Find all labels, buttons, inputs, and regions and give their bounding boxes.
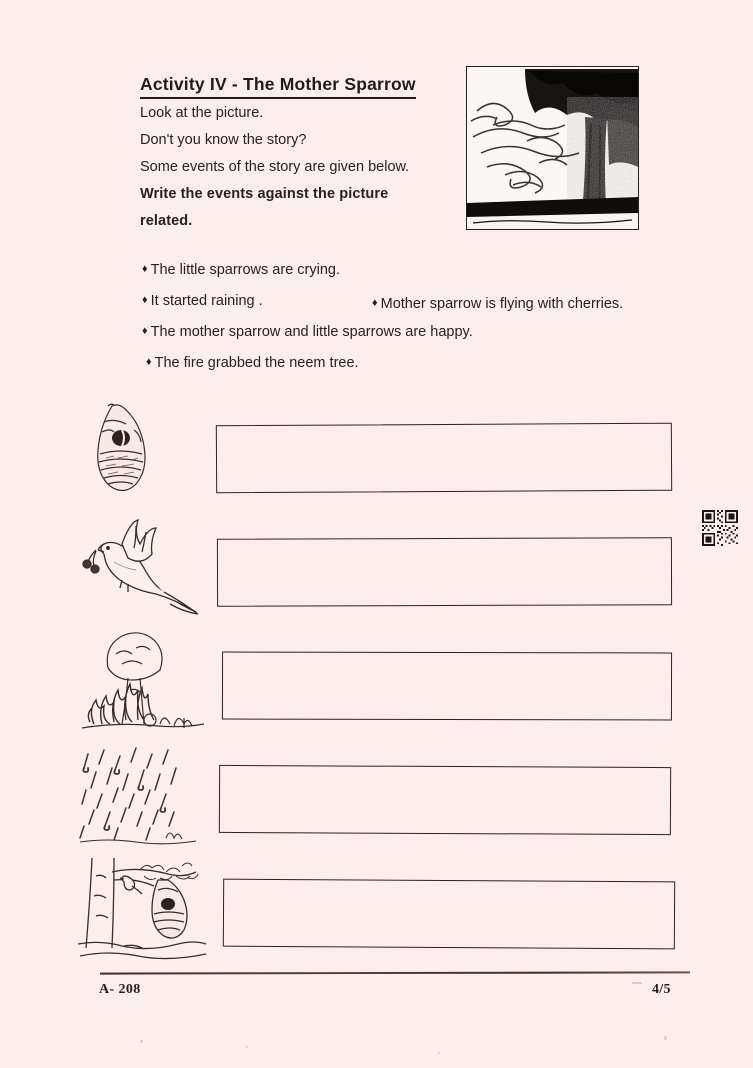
answer-box[interactable] bbox=[222, 652, 672, 721]
scan-speck bbox=[438, 1052, 440, 1054]
events-row bbox=[140, 355, 700, 386]
answer-row bbox=[0, 742, 753, 856]
answer-row bbox=[0, 514, 753, 628]
flying-sparrow-with-cherries-icon bbox=[78, 514, 208, 624]
event-item bbox=[142, 262, 340, 278]
nest-with-chicks-icon bbox=[78, 400, 208, 510]
scan-speck bbox=[246, 1046, 248, 1048]
bullet-icon: ♦ bbox=[142, 294, 148, 306]
event-item bbox=[142, 324, 473, 340]
instruction-line: Don't you know the story? bbox=[140, 132, 307, 148]
events-row bbox=[140, 293, 700, 324]
bullet-icon: ♦ bbox=[146, 356, 152, 368]
instruction-line: Write the events against the picture bbox=[140, 186, 389, 202]
events-row bbox=[140, 324, 700, 355]
page-title: Activity IV - The Mother Sparrow bbox=[140, 74, 416, 99]
scan-speck bbox=[664, 1036, 667, 1040]
events-row bbox=[140, 262, 700, 293]
event-label: The fire grabbed the neem tree. bbox=[154, 355, 359, 371]
event-label: It started raining . bbox=[150, 293, 263, 309]
events-list bbox=[140, 262, 700, 386]
tree-with-nest-icon bbox=[78, 856, 208, 966]
event-label: The mother sparrow and little sparrows are happy. bbox=[150, 324, 473, 340]
answer-row bbox=[0, 856, 753, 970]
event-item bbox=[146, 355, 359, 371]
event-item bbox=[142, 293, 263, 309]
bullet-icon: ♦ bbox=[372, 297, 378, 309]
instruction-line: Some events of the story are given below. bbox=[140, 159, 410, 175]
answer-box[interactable] bbox=[217, 537, 672, 606]
instructions-block bbox=[140, 100, 460, 235]
event-label: The little sparrows are crying. bbox=[150, 262, 340, 278]
footer-code: A- 208 bbox=[99, 982, 141, 997]
answer-box[interactable] bbox=[216, 423, 672, 494]
story-scene-photo bbox=[466, 66, 639, 230]
footer-divider bbox=[100, 971, 690, 974]
answer-box[interactable] bbox=[219, 765, 671, 835]
scan-speck bbox=[632, 982, 642, 984]
instruction-line: related. bbox=[140, 213, 193, 229]
instruction-line: Look at the picture. bbox=[140, 105, 264, 121]
page-number: 4/5 bbox=[652, 982, 671, 997]
scan-speck bbox=[140, 1040, 143, 1043]
answer-row bbox=[0, 628, 753, 742]
rain-icon bbox=[78, 742, 208, 852]
bullet-icon: ♦ bbox=[142, 325, 148, 337]
burning-tree-icon bbox=[78, 628, 208, 738]
answer-row bbox=[0, 400, 753, 514]
qr-code bbox=[700, 508, 740, 548]
answer-rows bbox=[0, 400, 753, 970]
event-label: Mother sparrow is flying with cherries. bbox=[380, 296, 624, 312]
answer-box[interactable] bbox=[223, 879, 675, 950]
bullet-icon: ♦ bbox=[142, 263, 148, 275]
event-item bbox=[372, 296, 623, 312]
